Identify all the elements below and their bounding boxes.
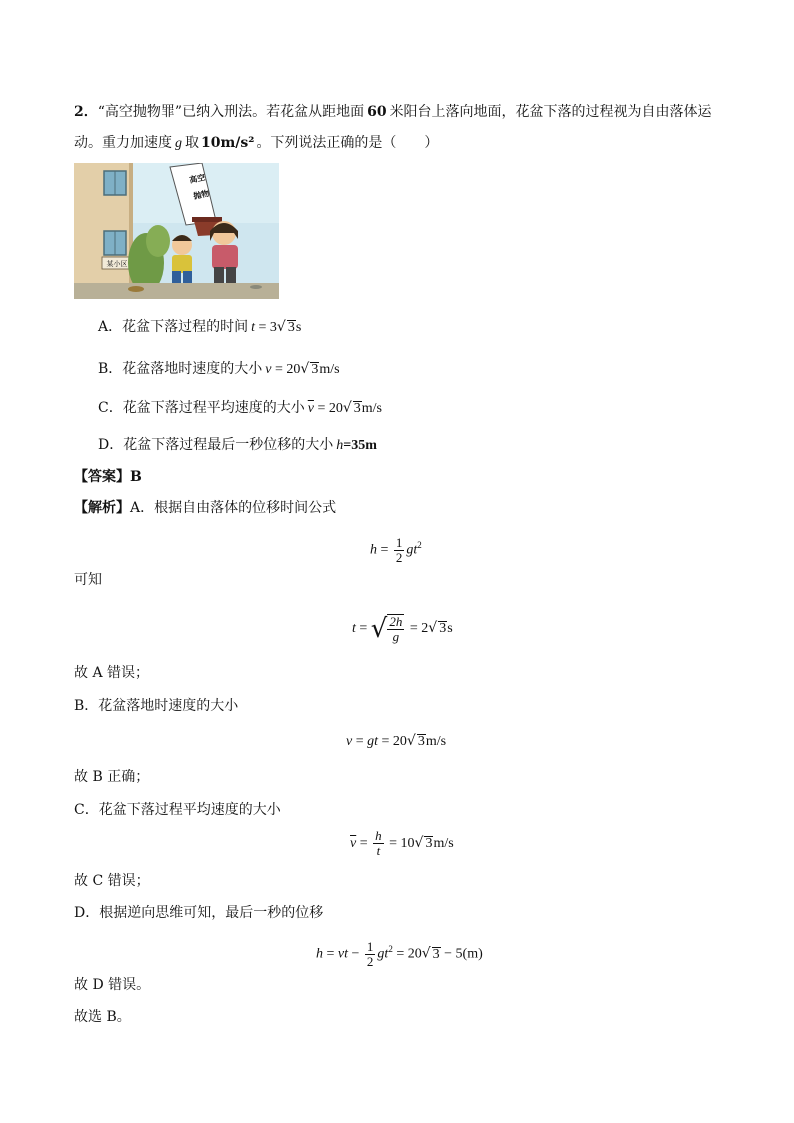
d-text: D．根据逆向思维可知，最后一秒的位移 xyxy=(74,905,324,921)
banner-text-2: 抛物 xyxy=(192,188,211,201)
a-wrong: 故 A 错误； xyxy=(74,665,150,681)
kezhi-text: 可知 xyxy=(74,572,102,588)
b-right: 故 B 正确； xyxy=(74,769,150,785)
option-d[interactable]: D．花盆下落过程最后一秒位移的大小 h=35m xyxy=(98,437,377,453)
question-stem-line1: 2．“高空抛物罪”已纳入刑法。若花盆从距地面 60 米阳台上落向地面，花盆下落的过程视为自由落体运 xyxy=(74,104,712,120)
option-b[interactable]: B．花盆落地时速度的大小 v = 20√ 3m/s xyxy=(98,361,340,377)
question-number: 2． xyxy=(74,104,98,120)
answer-line: 【答案】B xyxy=(74,469,142,485)
b-text: B．花盆落地时速度的大小 xyxy=(74,698,239,714)
c-text: C．花盆下落过程平均速度的大小 xyxy=(74,802,281,818)
question-stem-line2: 动。重力加速度 g 取 10m/s² 。下列说法正确的是（ ） xyxy=(74,135,439,151)
cartoon-illustration xyxy=(74,163,279,299)
formula-h-half-gt2: h = $\frac{1}{2}$ $gt^2$ xyxy=(370,534,422,565)
option-c[interactable]: C．花盆下落过程平均速度的大小 $\overline{v} = 20√$ 3m/s xyxy=(98,400,382,416)
building-sign-text: 某小区 xyxy=(106,260,128,268)
formula-h-last-second: h = vt − $\frac{1}{2}$ $gt^2 = 20√$ 3 − 5(m) xyxy=(316,938,483,969)
formula-v-gt: v = gt = 20√ 3m/s xyxy=(346,733,447,749)
banner-text-1: 高空 xyxy=(188,172,207,185)
formula-t-sqrt: t = √ $\frac{2h}{g}$ = 2√ 3s xyxy=(352,613,453,644)
c-wrong: 故 C 错误； xyxy=(74,873,150,889)
formula-vbar: $\overline{v}$ = $\frac{h}{t}$ = 10√ 3m/s xyxy=(350,828,454,859)
option-a[interactable]: A．花盆下落过程的时间 t = 3√ 3s xyxy=(98,319,302,335)
d-wrong: 故 D 错误。 xyxy=(74,977,151,993)
analysis-intro: 【解析】A．根据自由落体的位移时间公式 xyxy=(74,500,337,516)
conclusion: 故选 B。 xyxy=(74,1009,131,1025)
